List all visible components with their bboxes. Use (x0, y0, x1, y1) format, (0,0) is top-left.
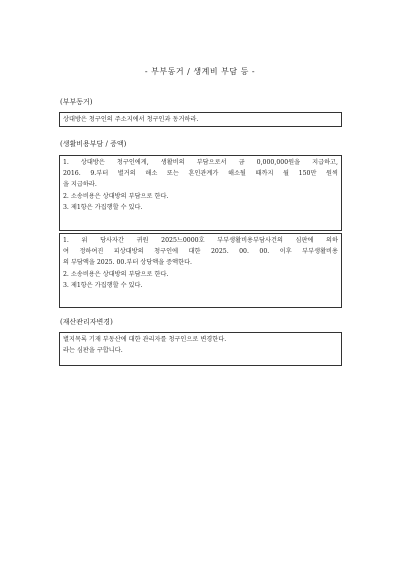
box-line: 1. 위 당사자간 귀원 2025느0000호 부부생활비용부담사건의 심판에 의하 (63, 237, 338, 244)
box-line: 1. 상대방은 청구인에게, 생활비의 부담으로서 금 0,000,000원을 지급하고, (63, 159, 338, 166)
box-line: 별지목록 기재 부동산에 대한 관리자를 청구인으로 변경한다. (63, 336, 227, 343)
box-living-expenses-increase (59, 233, 342, 308)
document-title: - 부부동거 / 생계비 부담 등 - (144, 67, 256, 76)
box-cohabitation (59, 112, 342, 127)
box-line: 상대방은 청구인의 주소지에서 청구인과 동거하라. (63, 116, 199, 123)
heading-cohabitation: (부부동거) (60, 98, 93, 106)
box-line: 2. 소송비용은 상대방의 부담으로 한다. (63, 270, 169, 278)
box-line: 3. 제1항은 가집행할 수 있다. (63, 281, 143, 289)
box-property-manager (59, 332, 342, 366)
box-line: 라는 심판을 구합니다. (63, 347, 123, 355)
box-line: 2016. 9.부터 별거의 해소 또는 혼인관계가 해소될 때까지 월 150만 원씩 (63, 170, 338, 178)
box-line: 을 지급하라. (63, 181, 97, 189)
heading-living-expenses: (생활비용부담 / 증액) (60, 140, 127, 148)
box-line: 의 부담액을 2025. 00.부터 상당액을 증액한다. (63, 259, 193, 267)
heading-property-manager: (재산관리자변경) (60, 318, 113, 326)
box-line: 여 정하여진 피상대방의 청구인에 대한 2025. 00. 00. 이후 부부생활비용 (63, 248, 338, 256)
box-line: 3. 제1항은 가집행할 수 있다. (63, 203, 143, 211)
box-line: 2. 소송비용은 상대방의 부담으로 한다. (63, 192, 169, 200)
box-living-expenses-payment (59, 155, 342, 231)
